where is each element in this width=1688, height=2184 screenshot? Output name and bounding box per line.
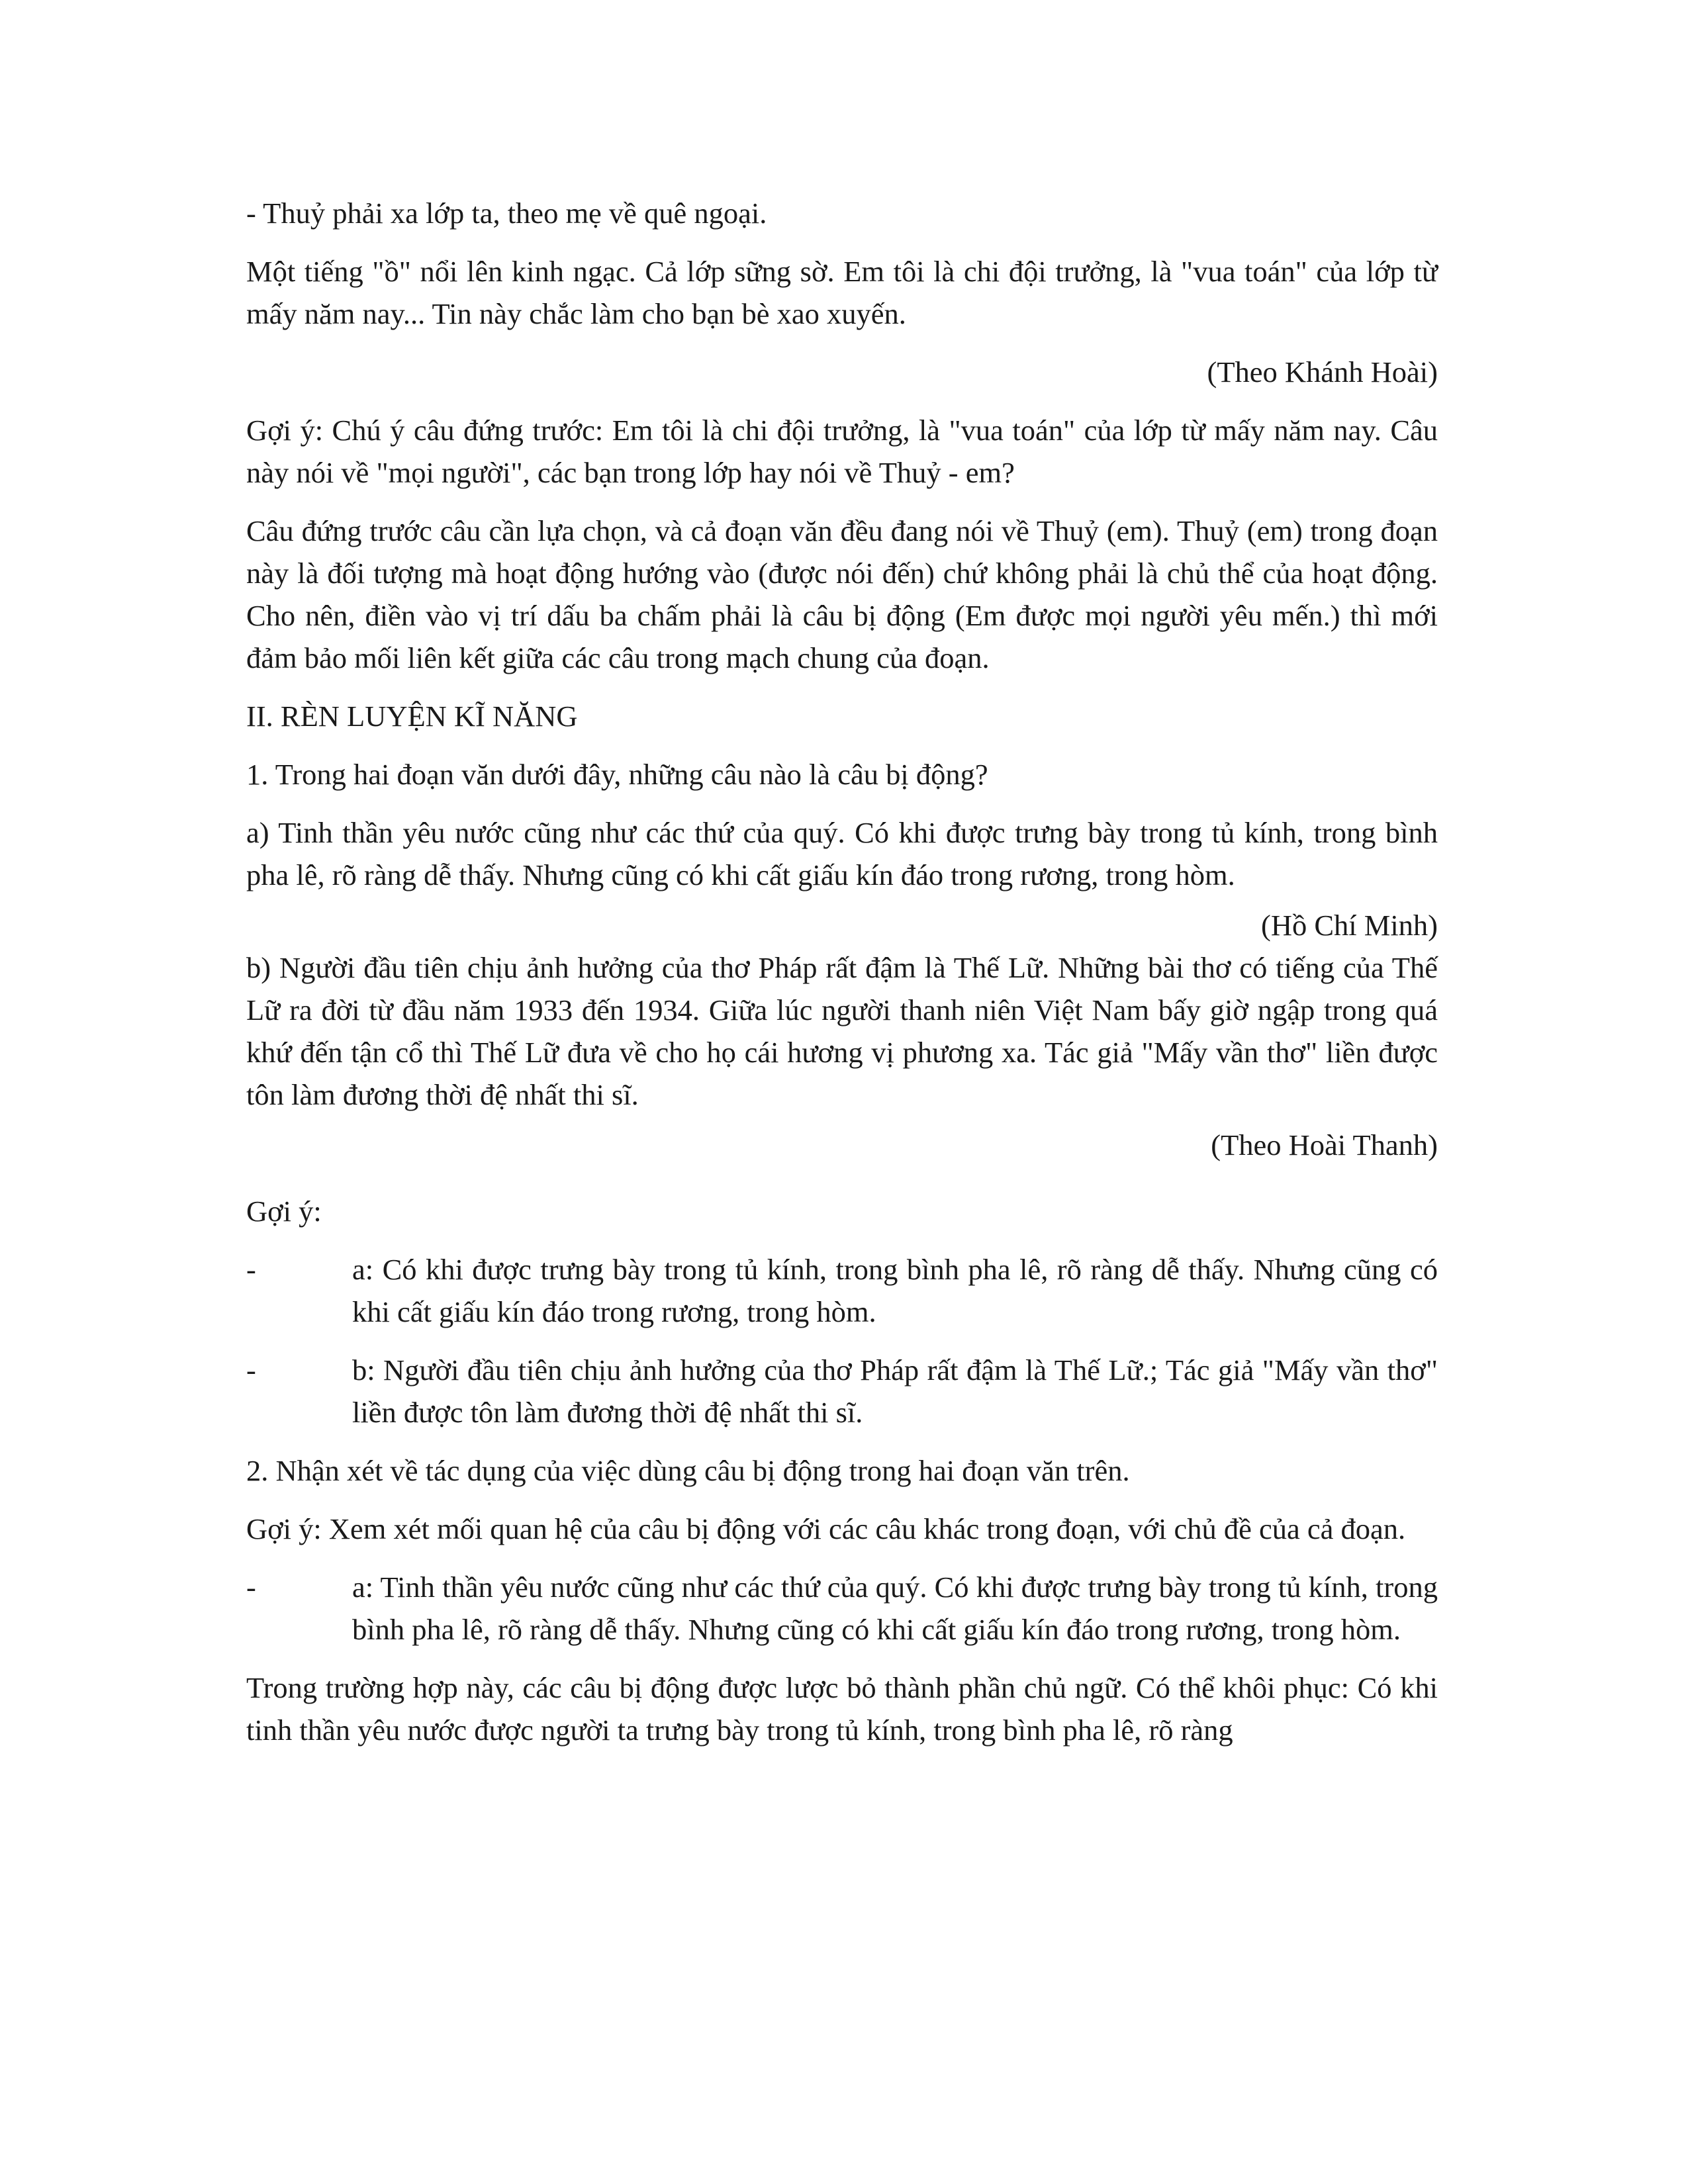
bullet-text: a: Có khi được trưng bày trong tủ kính, trong bình pha lê, rõ ràng dễ thấy. Nhưng cũng có khi cất giấu kín đáo trong rương, trong hòm. (352, 1253, 1438, 1328)
hint-paragraph-2: Gợi ý: Xem xét mối quan hệ của câu bị động với các câu khác trong đoạn, với chủ đề của cả đoạn. (246, 1512, 1406, 1545)
bullet-dash: - (246, 1353, 256, 1387)
bullet-dash: - (246, 1570, 256, 1604)
hint-paragraph-1: Gợi ý: Chú ý câu đứng trước: Em tôi là chi đội trưởng, là "vua toán" của lớp từ mấy năm nay. Câu này nói về "mọi người", các bạn trong lớp hay nói về Thuỷ - em? (246, 414, 1438, 489)
question-1-passage-a: a) Tinh thần yêu nước cũng như các thứ của quý. Có khi được trưng bày trong tủ kính, trong bình pha lê, rõ ràng dễ thấy. Nhưng cũng có khi cất giấu kín đáo trong rương, trong hòm. (246, 816, 1438, 891)
paragraph-2: Một tiếng "ồ" nổi lên kinh ngạc. Cả lớp sững sờ. Em tôi là chi đội trưởng, là "vua toán" của lớp từ mấy năm nay... Tin này chắc làm cho bạn bè xao xuyến. (246, 255, 1438, 330)
bullet-text: b: Người đầu tiên chịu ảnh hưởng của thơ Pháp rất đậm là Thế Lữ.; Tác giả "Mấy vần thơ" liền được tôn làm đương thời đệ nhất thi sĩ. (352, 1353, 1438, 1429)
question-1: 1. Trong hai đoạn văn dưới đây, những câu nào là câu bị động? (246, 758, 988, 791)
paragraph-1: - Thuỷ phải xa lớp ta, theo mẹ về quê ngoại. (246, 197, 767, 230)
question-1-passage-b: b) Người đầu tiên chịu ảnh hưởng của thơ Pháp rất đậm là Thế Lữ. Những bài thơ có tiếng của Thế Lữ ra đời từ đầu năm 1933 đến 1934. Giữa lúc người thanh niên Việt Nam bấy giờ ngập trong quá khứ đến tận cổ thì Thế Lữ đưa về cho họ cái hương vị phương xa. Tác giả "Mấy vần thơ" liền được tôn làm đương thời đệ nhất thi sĩ. (246, 951, 1438, 1111)
question-2: 2. Nhận xét về tác dụng của việc dùng câu bị động trong hai đoạn văn trên. (246, 1454, 1130, 1487)
document-page (246, 192, 1438, 1767)
source-hoai-thanh: (Theo Hoài Thanh) (1211, 1128, 1438, 1161)
hint-label: Gợi ý: (246, 1195, 322, 1228)
bullet-text: a: Tinh thần yêu nước cũng như các thứ của quý. Có khi được trưng bày trong tủ kính, trong bình pha lê, rõ ràng dễ thấy. Nhưng cũng có khi cất giấu kín đáo trong rương, trong hòm. (352, 1570, 1438, 1646)
hint-bullet-a (246, 1248, 1438, 1333)
explanation-paragraph: Câu đứng trước câu cần lựa chọn, và cả đoạn văn đều đang nói về Thuỷ (em). Thuỷ (em) trong đoạn này là đối tượng mà hoạt động hướng vào (được nói đến) chứ không phải là chủ thể của hoạt động. Cho nên, điền vào vị trí dấu ba chấm phải là câu bị động (Em được mọi người yêu mến.) thì mới đảm bảo mối liên kết giữa các câu trong mạch chung của đoạn. (246, 514, 1438, 674)
source-khanh-hoai: (Theo Khánh Hoài) (1207, 355, 1438, 388)
hint-bullet-b (246, 1349, 1438, 1433)
closing-paragraph: Trong trường hợp này, các câu bị động được lược bỏ thành phần chủ ngữ. Có thể khôi phục: Có khi tinh thần yêu nước được người ta trưng bày trong tủ kính, trong bình pha lê, rõ ràng (246, 1671, 1438, 1747)
bullet-dash: - (246, 1253, 256, 1286)
source-ho-chi-minh: (Hồ Chí Minh) (1261, 909, 1438, 942)
section-heading: II. RÈN LUYỆN KĨ NĂNG (246, 700, 578, 733)
hint2-bullet-a (246, 1566, 1438, 1651)
